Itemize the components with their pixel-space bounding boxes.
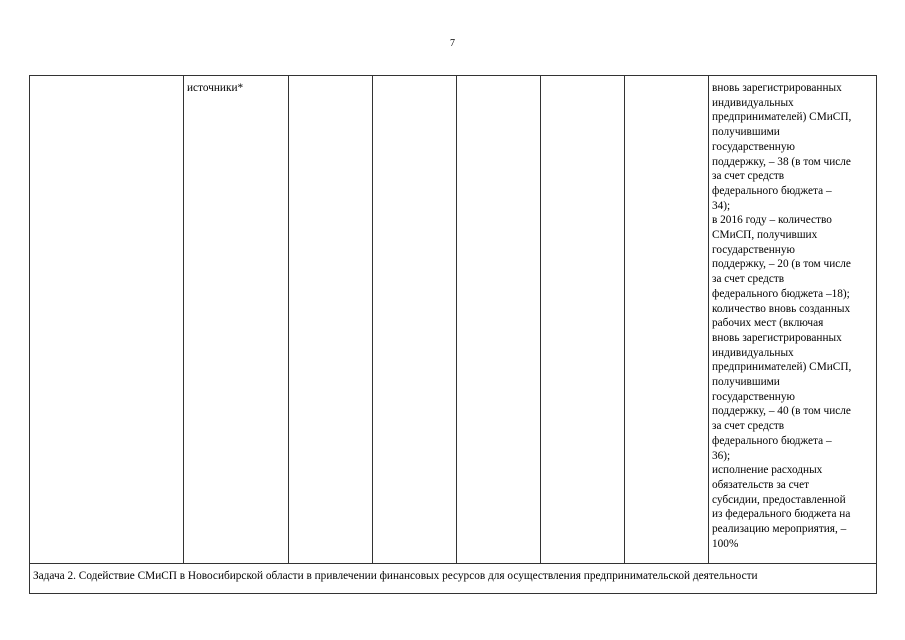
table-cell-col1 [30, 76, 184, 564]
measures-table [29, 75, 877, 594]
table-row [30, 76, 877, 564]
task-heading: Задача 2. Содействие СМиСП в Новосибирской области в привлечении финансовых ресурсов для осуществления предпринимательской деятельности [30, 564, 877, 594]
page-number: 7 [450, 38, 455, 49]
table-cell-col3 [289, 76, 373, 564]
table-cell-col7 [625, 76, 709, 564]
table-cell-col4 [373, 76, 457, 564]
table-cell-expected-results: вновь зарегистрированных индивидуальных предпринимателей) СМиСП, получившими государственную поддержку, – 38 (в том числе за счет средств федерального бюджета – 34); в 2016 году – количество СМиСП, получивших государственную поддержку, – 20 (в том числе за счет средств федерального бюджета –18); количество вновь созданных рабочих мест (включая вновь зарегистрированных индивидуальных предпринимателей) СМиСП, получившими государственную поддержку, – 40 (в том числе за счет средств федерального бюджета – 36); исполнение расходных обязательств за счет субсидии, предоставленной из федерального бюджета на реализацию мероприятия, – 100% [709, 76, 877, 564]
table-cell-source: источники* [184, 76, 289, 564]
table-cell-col6 [541, 76, 625, 564]
table-cell-col5 [457, 76, 541, 564]
task-row [30, 564, 877, 594]
